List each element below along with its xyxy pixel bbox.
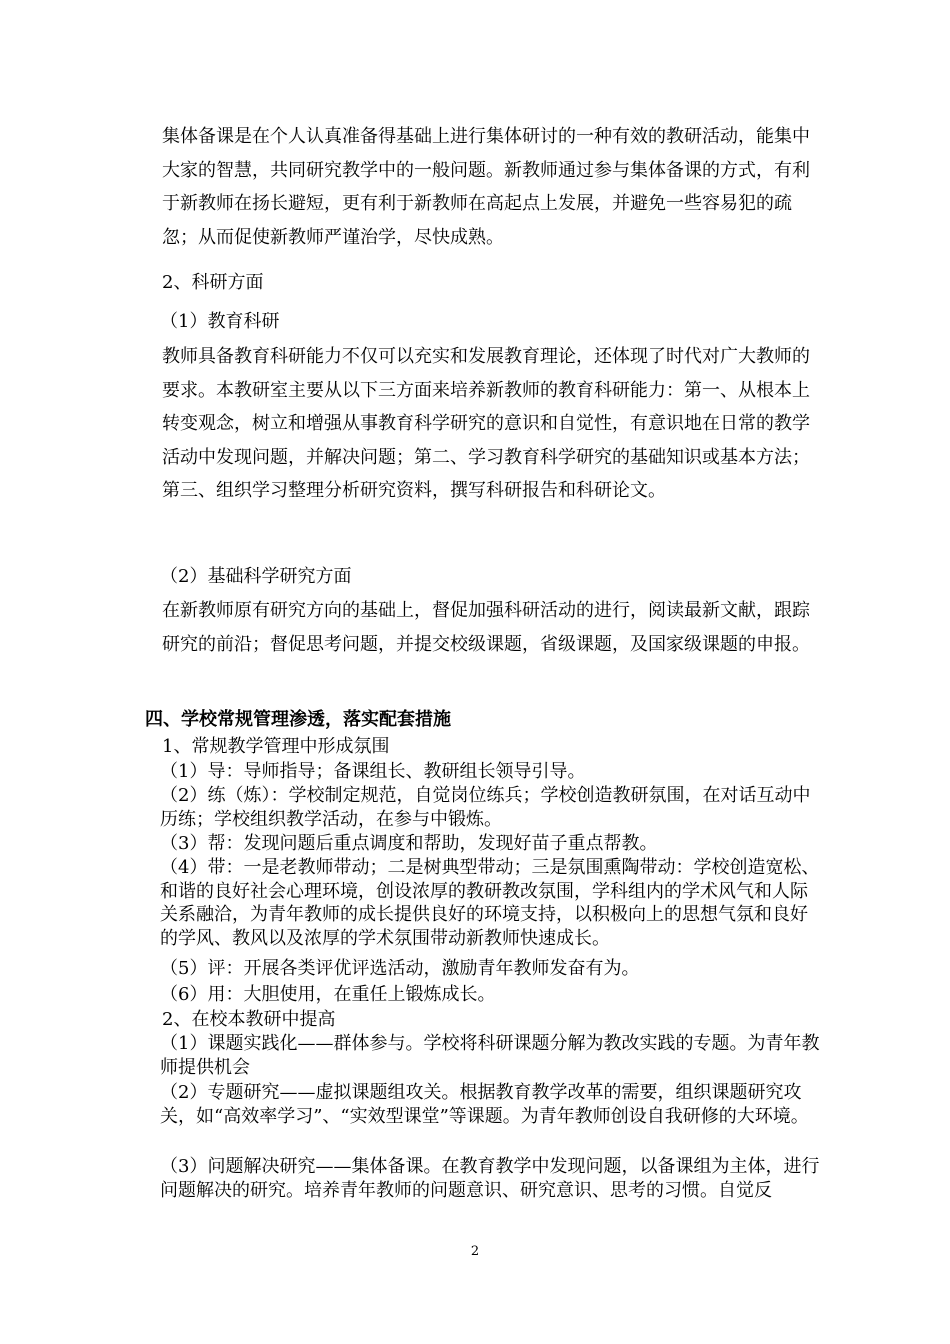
section-item: （4）带：一是老教师带动；二是树典型带动；三是氛围熏陶带动：学校创造宽松、和谐的良好社会心理环境，创设浓厚的教研教改氛围，学科组内的学术风气和人际关系融洽，为青年教师的成长提供良好的环境支持，以积极向上的思想气氛和良好的学风、教风以及浓厚的学术氛围带动新教师快速成长。 [160, 857, 820, 949]
subheading-research: 2、科研方面 [162, 272, 264, 293]
section-item: （2）练（炼）：学校制定规范，自觉岗位练兵；学校创造教研氛围，在对话互动中历练；学校组织教学活动，在参与中锻炼。 [160, 785, 811, 830]
section-heading: 四、学校常规管理渗透，落实配套措施 [145, 709, 451, 730]
paragraph-collective-lesson-prep: 集体备课是在个人认真准备得基础上进行集体研讨的一种有效的教研活动，能集中大家的智慧，共同研究教学中的一般问题。新教师通过参与集体备课的方式，有利于新教师在扬长避短，更有利于新教师在高起点上发展，并避免一些容易犯的疏忽；从而促使新教师严谨治学，尽快成熟。 [162, 126, 810, 248]
section-item: （2）专题研究——虚拟课题组攻关。根据教育教学改革的需要，组织课题研究攻关，如“高效率学习”、“实效型课堂”等课题。为青年教师创设自我研修的大环境。 [160, 1082, 809, 1127]
subheading-education-research: （1）教育科研 [160, 311, 280, 332]
section-item: （3）问题解决研究——集体备课。在教育教学中发现问题，以备课组为主体，进行问题解决的研究。培养青年教师的问题意识、研究意识、思考的习惯。自觉反 [160, 1156, 820, 1201]
page-number: 2 [470, 1244, 480, 1259]
section-item: （3）帮：发现问题后重点调度和帮助，发现好苗子重点帮教。 [160, 833, 658, 854]
paragraph-basic-science: 在新教师原有研究方向的基础上，督促加强科研活动的进行，阅读最新文献，跟踪研究的前沿；督促思考问题，并提交校级课题，省级课题，及国家级课题的申报。 [162, 600, 810, 655]
paragraph-education-research: 教师具备教育科研能力不仅可以充实和发展教育理论，还体现了时代对广大教师的要求。本教研室主要从以下三方面来培养新教师的教育科研能力：第一、从根本上转变观念，树立和增强从事教育科学研究的意识和自觉性，有意识地在日常的教学活动中发现问题，并解决问题；第二、学习教育科学研究的基础知识或基本方法；第三、组织学习整理分析研究资料，撰写科研报告和科研论文。 [162, 346, 810, 501]
subheading-basic-science: （2）基础科学研究方面 [160, 566, 352, 587]
section-item: （1）导：导师指导；备课组长、教研组长领导引导。 [160, 761, 586, 782]
section-item: 2、在校本教研中提高 [162, 1009, 336, 1030]
section-item: （6）用：大胆使用，在重任上锻炼成长。 [160, 984, 496, 1005]
section-item: （1）课题实践化——群体参与。学校将科研课题分解为教改实践的专题。为青年教师提供机会 [160, 1033, 820, 1078]
section-item: （5）评：开展各类评优评选活动，激励青年教师发奋有为。 [160, 958, 640, 979]
section-item: 1、常规教学管理中形成氛围 [162, 736, 390, 757]
